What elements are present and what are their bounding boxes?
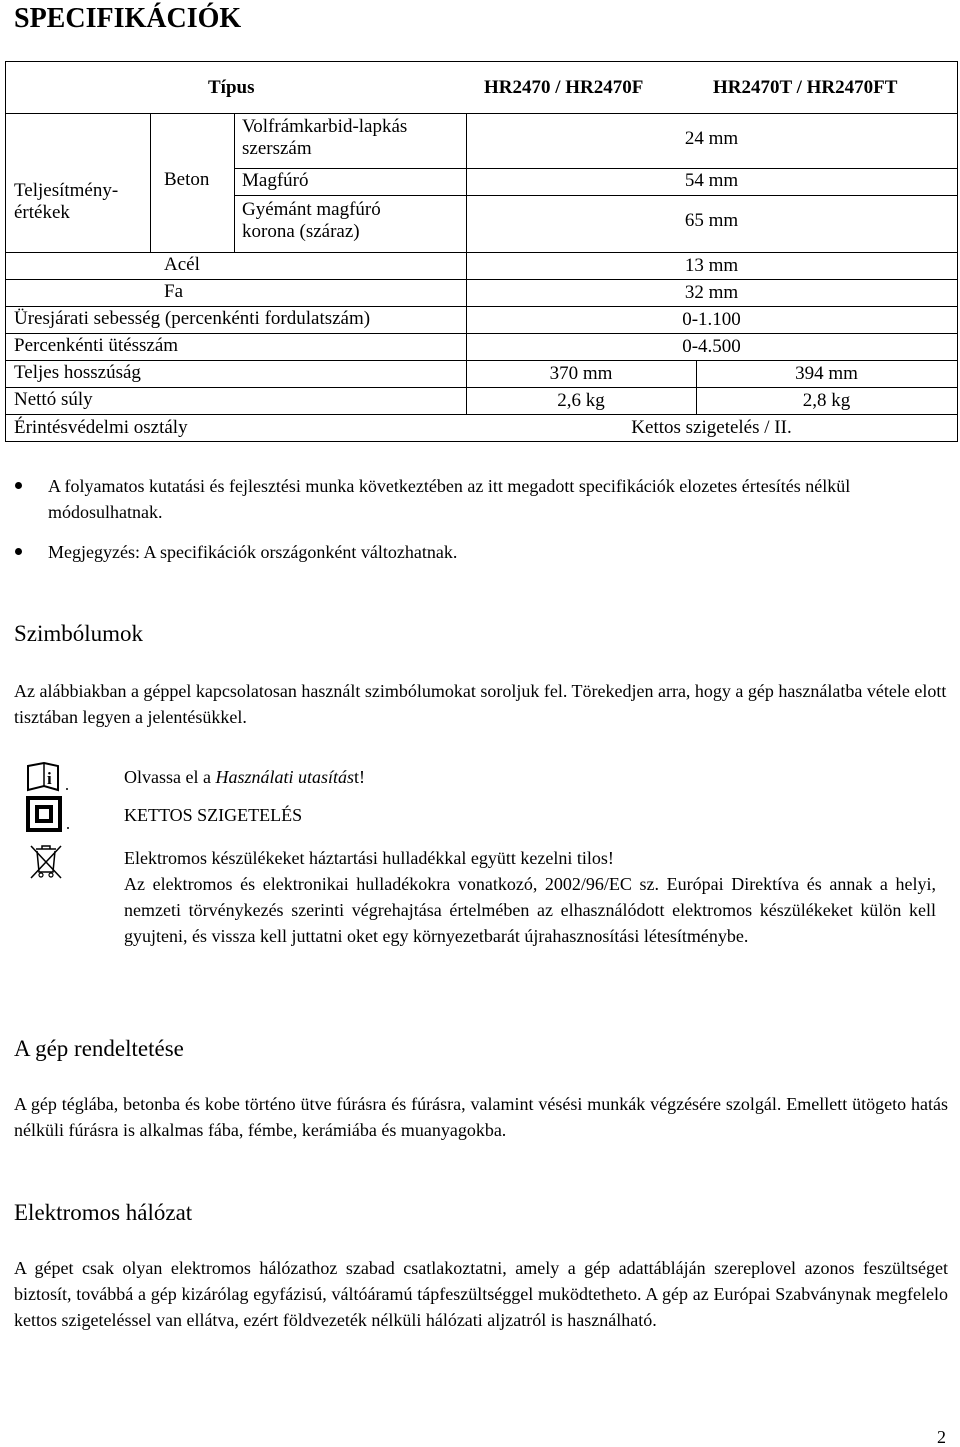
table-rule — [234, 168, 957, 169]
model-b-header: HR2470T / HR2470FT — [713, 77, 898, 98]
length-label: Teljes hosszúság — [14, 362, 141, 383]
wood-label: Fa — [164, 281, 183, 302]
diamond-label: Gyémánt magfúró korona (száraz) — [242, 199, 381, 242]
model-a-header: HR2470 / HR2470F — [484, 77, 644, 98]
safety-class-label: Érintésvédelmi osztály — [14, 417, 188, 438]
carbide-value: 24 mm — [684, 128, 739, 149]
manual-icon — [26, 762, 70, 792]
table-rule — [6, 252, 957, 253]
power-supply-text: A gépet csak olyan elektromos hálózathoz szabad csatlakoztatni, amely a gép adattábláján szereplovel azonos feszültséget biztosít, továbbá a gép kizárólag egyfázisú, váltóáramú tápfeszültséggel muködtetheto. A gép az Európai Szabványnak megfelelo kettos szigeteléssel van ellátva, ezért földvezeték nélküli hálózati aljzatról is használható. — [14, 1258, 948, 1330]
note-2: Megjegyzés: A specifikációk országonként változhatnak. — [48, 542, 458, 562]
bullet — [15, 548, 22, 555]
power-supply-heading: Elektromos hálózat — [14, 1200, 193, 1225]
diamond-value: 65 mm — [684, 210, 739, 231]
steel-value: 13 mm — [684, 255, 739, 276]
table-rule — [6, 333, 957, 334]
blows-label: Percenkénti ütésszám — [14, 335, 179, 356]
page-number: 2 — [937, 1427, 946, 1447]
bullet — [15, 482, 22, 489]
blows-value: 0-4.500 — [682, 336, 741, 357]
table-rule — [6, 387, 957, 388]
double-insulation-text: KETTOS SZIGETELÉS — [124, 805, 303, 825]
table-rule — [6, 360, 957, 361]
steel-label: Acél — [164, 254, 200, 275]
table-rule — [234, 195, 957, 196]
table-rule — [6, 113, 957, 114]
intended-use-text: A gép téglába, betonba és kobe történo ütve fúrásra és fúrásra, valamint vésési munkák végzésére szolgál. Emellett ütögeto hatás nélküli fúrásra is alkalmas fába, fémbe, kerámiába és muanyagokba. — [14, 1094, 948, 1140]
core-bit-value: 54 mm — [684, 170, 739, 191]
length-a-value: 370 mm — [549, 363, 613, 384]
read-manual-text: Olvassa el a Használati utasítást! — [124, 767, 365, 787]
symbols-heading: Szimbólumok — [14, 621, 144, 646]
type-label: Típus — [208, 77, 255, 98]
intended-use-heading: A gép rendeltetése — [14, 1036, 184, 1061]
core-bit-label: Magfúró — [242, 170, 309, 191]
length-b-value: 394 mm — [795, 363, 858, 384]
double-insulation-icon — [26, 796, 72, 832]
weee-text: Az elektromos és elektronikai hulladékokra vonatkozó, 2002/96/EC sz. Európai Direktíva és annak a helyi, nemzeti törvénykezés szerinti végrehajtása értelmében az elhasználódott elektromos készülékeket külön kell gyujteni, és vissza kell juttatni oket egy környezetbarát újrahasznosítási létesítménybe. — [124, 874, 936, 946]
carbide-label: Volfrámkarbid-lapkás szerszám — [242, 116, 408, 159]
weight-a-value: 2,6 kg — [557, 390, 605, 411]
svg-text:i: i — [47, 769, 52, 788]
performance-label: Teljesítmény- értékek — [14, 180, 119, 223]
weee-line-1: Elektromos készülékeket háztartási hulladékkal együtt kezelni tilos! — [124, 848, 614, 868]
table-rule — [6, 414, 957, 415]
no-load-speed-label: Üresjárati sebesség (percenkénti fordulatszám) — [14, 308, 371, 329]
no-load-speed-value: 0-1.100 — [682, 309, 741, 330]
spec-table — [5, 61, 958, 442]
page-title: SPECIFIKÁCIÓK — [14, 3, 242, 34]
table-rule — [6, 279, 957, 280]
safety-class-value: Kettos szigetelés / II. — [631, 417, 792, 438]
wood-value: 32 mm — [684, 282, 739, 303]
table-rule — [6, 306, 957, 307]
symbols-intro: Az alábbiakban a géppel kapcsolatosan használt szimbólumokat soroljuk fel. Törekedjen arra, hogy a gép használatba vétele elott tisztában legyen a jelentésükkel. — [14, 681, 947, 727]
table-rule — [150, 113, 151, 252]
weight-b-value: 2,8 kg — [802, 390, 851, 411]
table-rule — [234, 113, 235, 252]
concrete-label: Beton — [164, 169, 210, 190]
crossed-bin-icon — [24, 840, 68, 884]
weight-label: Nettó súly — [14, 389, 93, 410]
note-1: A folyamatos kutatási és fejlesztési munka következtében az itt megadott specifikációk elozetes értesítés nélkül módosulhatnak. — [48, 476, 851, 522]
